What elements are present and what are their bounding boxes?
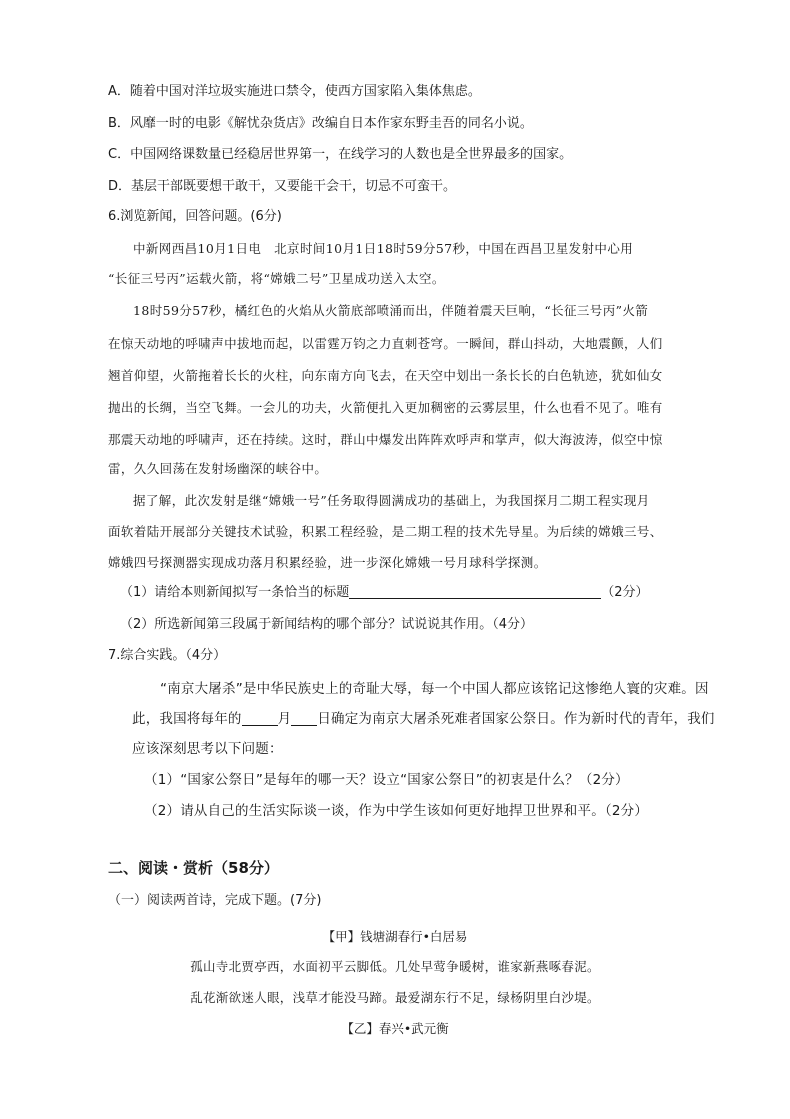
reading-part-1-title: （一）阅读两首诗，完成下题。(7分) [108,893,322,908]
practice-paragraph-line [132,710,715,728]
poem-1-line: 乱花渐欲迷人眼，浅草才能没马蹄。最爱湖东行不足，绿杨阴里白沙堤。 [190,990,600,1005]
title-answer-blank[interactable] [349,584,601,599]
question-6-sub1 [120,584,649,602]
news-line: 面软着陆开展部分关键技术试验，积累工程经验，是二期工程的技术先导星。为后续的嫦娥三号、 [108,524,663,539]
practice-paragraph-line: “南京大屠杀”是中华民族史上的奇耻大辱，每一个中国人都应该铭记这惨绝人寰的灾难。因 [160,681,709,697]
news-line: “长征三号丙”运载火箭，将“嫦娥二号”卫星成功送入太空。 [108,271,445,286]
question-7-sub2: （2）请从自己的生活实际谈一谈，作为中学生该如何更好地捍卫世界和平。（2分） [144,803,649,819]
month-blank[interactable] [242,711,278,726]
news-line: 18时59分57秒，橘红色的火焰从火箭底部喷涌而出，伴随着震天巨响，“长征三号丙”火箭 [133,303,649,318]
news-line: 据了解，此次发射是继“嫦娥一号”任务取得圆满成功的基础上，为我国探月二期工程实现月 [133,493,650,508]
poem-2-title: 【乙】春兴•武元衡 [341,1021,449,1036]
option-c: C．中国网络课数量已经稳居世界第一，在线学习的人数也是全世界最多的国家。 [108,147,573,162]
question-6-title: 6.浏览新闻，回答问题。(6分) [108,209,282,224]
news-line: 雷，久久回荡在发射场幽深的峡谷中。 [108,461,328,476]
question-6-sub1-score: （2分） [601,585,649,600]
question-7-sub1: （1）“国家公祭日”是每年的哪一天？设立“国家公祭日”的初衷是什么？（2分） [144,772,629,788]
news-line: 抛出的长绸，当空飞舞。一会儿的功夫，火箭便扎入更加稠密的云雾层里，什么也看不见了。唯有 [108,400,663,415]
news-line: 那震天动地的呼啸声，还在持续。这时，群山中爆发出阵阵欢呼声和掌声，似大海波涛，似空中惊 [108,432,663,447]
news-line: 嫦娥四号探测器实现成功落月积累经验，进一步深化嫦娥一号月球科学探测。 [108,555,547,570]
news-line: 翘首仰望，火箭拖着长长的火柱，向东南方向飞去，在天空中划出一条长长的白色轨迹，犹如仙女 [108,368,663,383]
practice-paragraph-line: 应该深刻思考以下问题： [132,741,283,757]
option-b: B．风靡一时的电影《解忧杂货店》改编自日本作家东野圭吾的同名小说。 [108,116,533,131]
news-line: 在惊天动地的呼啸声中拔地而起，以雷霆万钧之力直刺苍穹。一瞬间，群山抖动，大地震颤，人们 [108,336,663,351]
question-6-sub1-text: （1）请给本则新闻拟写一条恰当的标题 [120,585,350,600]
practice-text: 此，我国将每年的 [132,711,242,727]
section-heading: 二、阅读・赏析（58分） [108,859,279,877]
news-line: 中新网西昌10月1日电 北京时间10月1日18时59分57秒，中国在西昌卫星发射中心用 [133,241,634,256]
poem-1-title: 【甲】钱塘湖春行•白居易 [322,929,468,944]
option-d: D．基层干部既要想干敢干，又要能干会干，切忌不可蛮干。 [108,179,457,194]
poem-1-line: 孤山寺北贾亭西，水面初平云脚低。几处早莺争暖树，谁家新燕啄春泥。 [190,959,600,974]
option-a: A．随着中国对洋垃圾实施进口禁令，使西方国家陷入集体焦虑。 [108,84,481,99]
day-blank[interactable] [291,711,317,726]
question-7-title: 7.综合实践。（4分） [108,648,227,663]
practice-text: 日确定为南京大屠杀死难者国家公祭日。作为新时代的青年，我们 [317,711,715,727]
practice-text: 月 [277,711,292,727]
question-6-sub2: （2）所选新闻第三段属于新闻结构的哪个部分？试说说其作用。（4分） [120,617,534,632]
